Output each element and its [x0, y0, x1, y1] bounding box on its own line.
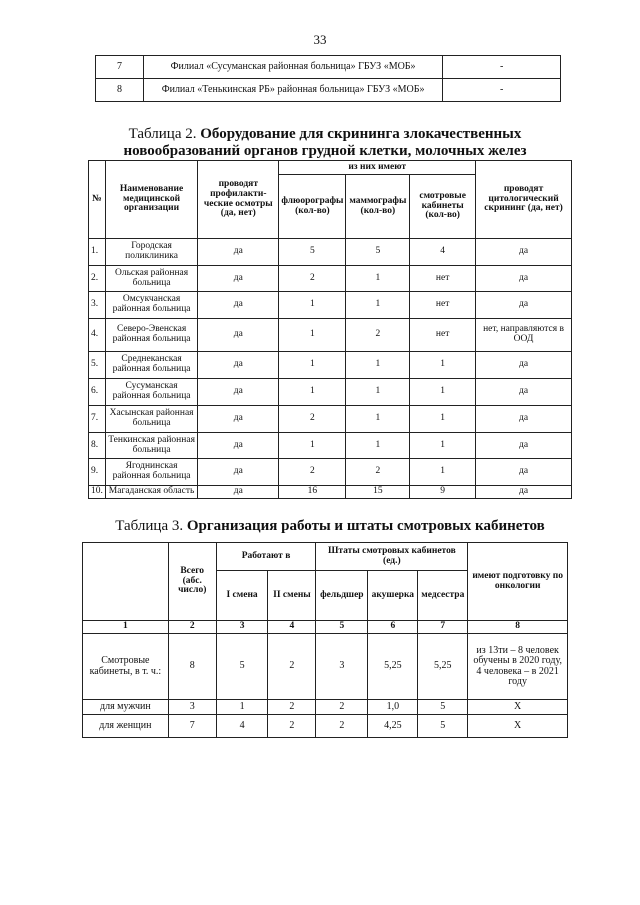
table2-caption-title: Оборудование для скрининга злокачественных новообразований органов грудной клетки, молочных желез	[123, 126, 527, 159]
col-number: 3	[216, 621, 268, 634]
table-row	[83, 715, 568, 738]
organization-name: Филиал «Тенькинская РБ» районная больница» ГБУЗ «МОБ»	[143, 79, 442, 102]
table3-caption-title: Организация работы и штаты смотровых кабинетов	[186, 518, 545, 534]
exams-cell: да	[198, 266, 279, 292]
table2-caption	[105, 126, 545, 160]
fluoro-cell: 2	[279, 266, 346, 292]
medsestra-cell: 5,25	[418, 634, 468, 700]
row-number: 1.	[89, 239, 106, 266]
mammo-cell: 1	[346, 292, 410, 319]
header-rooms: смотровые кабинеты (кол-во)	[410, 175, 476, 239]
mammo-cell: 2	[346, 319, 410, 352]
organization-name: Северо-Эвенская районная больница	[105, 319, 197, 352]
header-shift1: I смена	[216, 571, 268, 621]
fluoro-cell: 1	[279, 352, 346, 379]
header-group: из них имеют	[279, 161, 476, 175]
row-number: 5.	[89, 352, 106, 379]
col-number: 2	[168, 621, 216, 634]
header-total: Всего (абс. число)	[168, 543, 216, 621]
table-row	[83, 700, 568, 715]
row-label: для мужчин	[83, 700, 169, 715]
mammo-cell: 15	[346, 486, 410, 499]
mammo-cell: 1	[346, 433, 410, 459]
table2	[88, 160, 572, 499]
shift2-cell: 2	[268, 715, 316, 738]
cyto-cell: да	[476, 379, 572, 406]
organization-name: Городская поликлиника	[105, 239, 197, 266]
header-cyto: проводят цитологический скрининг (да, нет)	[476, 161, 572, 239]
mammo-cell: 1	[346, 266, 410, 292]
header-work: Работают в	[216, 543, 316, 571]
table-row	[89, 266, 572, 292]
col-number: 4	[268, 621, 316, 634]
header-fluoro: флюорографы (кол-во)	[279, 175, 346, 239]
shift2-cell: 2	[268, 700, 316, 715]
total-cell: 3	[168, 700, 216, 715]
header-exams: проводят профилакти-ческие осмотры (да, нет)	[198, 161, 279, 239]
cyto-cell: да	[476, 486, 572, 499]
exams-cell: да	[198, 319, 279, 352]
mammo-cell: 1	[346, 406, 410, 433]
cyto-cell: да	[476, 433, 572, 459]
row-label: Смотровые кабинеты, в т. ч.:	[83, 634, 169, 700]
row-label: для женщин	[83, 715, 169, 738]
table-row	[89, 319, 572, 352]
feldsher-cell: 3	[316, 634, 368, 700]
row-number: 10.	[89, 486, 106, 499]
row-number: 7	[96, 56, 144, 79]
table-row	[89, 406, 572, 433]
organization-name: Омсукчанская районная больница	[105, 292, 197, 319]
header-mammo: маммографы (кол-во)	[346, 175, 410, 239]
fluoro-cell: 16	[279, 486, 346, 499]
fluoro-cell: 1	[279, 292, 346, 319]
akusherka-cell: 5,25	[368, 634, 418, 700]
header-label	[83, 543, 169, 621]
fluoro-cell: 2	[279, 406, 346, 433]
mammo-cell: 2	[346, 459, 410, 486]
rooms-cell: 4	[410, 239, 476, 266]
organization-name: Хасынская районная больница	[105, 406, 197, 433]
continuation-table	[95, 55, 561, 102]
col-number: 5	[316, 621, 368, 634]
header-name: Наименование медицинской организации	[105, 161, 197, 239]
exams-cell: да	[198, 292, 279, 319]
table-row	[96, 79, 561, 102]
total-cell: 8	[168, 634, 216, 700]
col-number: 8	[468, 621, 568, 634]
exams-cell: да	[198, 406, 279, 433]
page-number: 33	[313, 32, 327, 47]
table-row	[89, 239, 572, 266]
cyto-cell: да	[476, 292, 572, 319]
rooms-cell: 9	[410, 486, 476, 499]
row-number: 8	[96, 79, 144, 102]
mammo-cell: 1	[346, 352, 410, 379]
header-shift2: II смены	[268, 571, 316, 621]
rooms-cell: 1	[410, 433, 476, 459]
organization-name: Ольская районная больница	[105, 266, 197, 292]
exams-cell: да	[198, 459, 279, 486]
organization-name: Среднеканская районная больница	[105, 352, 197, 379]
table-row	[89, 352, 572, 379]
cell-value: -	[443, 79, 561, 102]
header-feldsher: фельдшер	[316, 571, 368, 621]
header-medsestra: медсестра	[418, 571, 468, 621]
rooms-cell: 1	[410, 352, 476, 379]
organization-name: Филиал «Сусуманская районная больница» ГБУЗ «МОБ»	[143, 56, 442, 79]
exams-cell: да	[198, 352, 279, 379]
exams-cell: да	[198, 486, 279, 499]
cyto-cell: да	[476, 406, 572, 433]
medsestra-cell: 5	[418, 715, 468, 738]
row-number: 4.	[89, 319, 106, 352]
feldsher-cell: 2	[316, 715, 368, 738]
row-number: 7.	[89, 406, 106, 433]
table-row	[89, 379, 572, 406]
shift1-cell: 5	[216, 634, 268, 700]
mammo-cell: 5	[346, 239, 410, 266]
row-number: 8.	[89, 433, 106, 459]
organization-name: Сусуманская районная больница	[105, 379, 197, 406]
cyto-cell: да	[476, 239, 572, 266]
row-number: 6.	[89, 379, 106, 406]
table-row	[89, 433, 572, 459]
table-row	[89, 486, 572, 499]
column-numbers-row	[83, 621, 568, 634]
exams-cell: да	[198, 379, 279, 406]
table3	[82, 542, 568, 738]
training-cell: из 13ти – 8 человек обучены в 2020 году, 4 человека – в 2021 году	[468, 634, 568, 700]
row-number: 2.	[89, 266, 106, 292]
table-row	[83, 634, 568, 700]
shift1-cell: 1	[216, 700, 268, 715]
col-number: 6	[368, 621, 418, 634]
exams-cell: да	[198, 239, 279, 266]
fluoro-cell: 1	[279, 319, 346, 352]
total-cell: 7	[168, 715, 216, 738]
rooms-cell: нет	[410, 292, 476, 319]
akusherka-cell: 1,0	[368, 700, 418, 715]
table3-caption	[105, 517, 555, 535]
cyto-cell: да	[476, 459, 572, 486]
rooms-cell: нет	[410, 266, 476, 292]
mammo-cell: 1	[346, 379, 410, 406]
akusherka-cell: 4,25	[368, 715, 418, 738]
cyto-cell: да	[476, 352, 572, 379]
cyto-cell: нет, направляются в ООД	[476, 319, 572, 352]
table2-caption-prefix: Таблица 2.	[128, 126, 201, 142]
organization-name: Ягоднинская районная больница	[105, 459, 197, 486]
organization-name: Магаданская область	[105, 486, 197, 499]
fluoro-cell: 1	[279, 379, 346, 406]
rooms-cell: нет	[410, 319, 476, 352]
shift2-cell: 2	[268, 634, 316, 700]
table-row	[89, 459, 572, 486]
rooms-cell: 1	[410, 459, 476, 486]
rooms-cell: 1	[410, 379, 476, 406]
organization-name: Тенкинская районная больница	[105, 433, 197, 459]
table-row	[89, 292, 572, 319]
cyto-cell: да	[476, 266, 572, 292]
training-cell: Х	[468, 700, 568, 715]
fluoro-cell: 5	[279, 239, 346, 266]
header-num: №	[89, 161, 106, 239]
table3-caption-prefix: Таблица 3.	[115, 518, 187, 534]
shift1-cell: 4	[216, 715, 268, 738]
feldsher-cell: 2	[316, 700, 368, 715]
col-number: 1	[83, 621, 169, 634]
row-number: 3.	[89, 292, 106, 319]
header-training: имеют подготовку по онкологии	[468, 543, 568, 621]
fluoro-cell: 1	[279, 433, 346, 459]
medsestra-cell: 5	[418, 700, 468, 715]
header-akusherka: акушерка	[368, 571, 418, 621]
exams-cell: да	[198, 433, 279, 459]
row-number: 9.	[89, 459, 106, 486]
training-cell: Х	[468, 715, 568, 738]
table-row	[96, 56, 561, 79]
fluoro-cell: 2	[279, 459, 346, 486]
col-number: 7	[418, 621, 468, 634]
header-staff: Штаты смотровых кабинетов (ед.)	[316, 543, 468, 571]
cell-value: -	[443, 56, 561, 79]
rooms-cell: 1	[410, 406, 476, 433]
